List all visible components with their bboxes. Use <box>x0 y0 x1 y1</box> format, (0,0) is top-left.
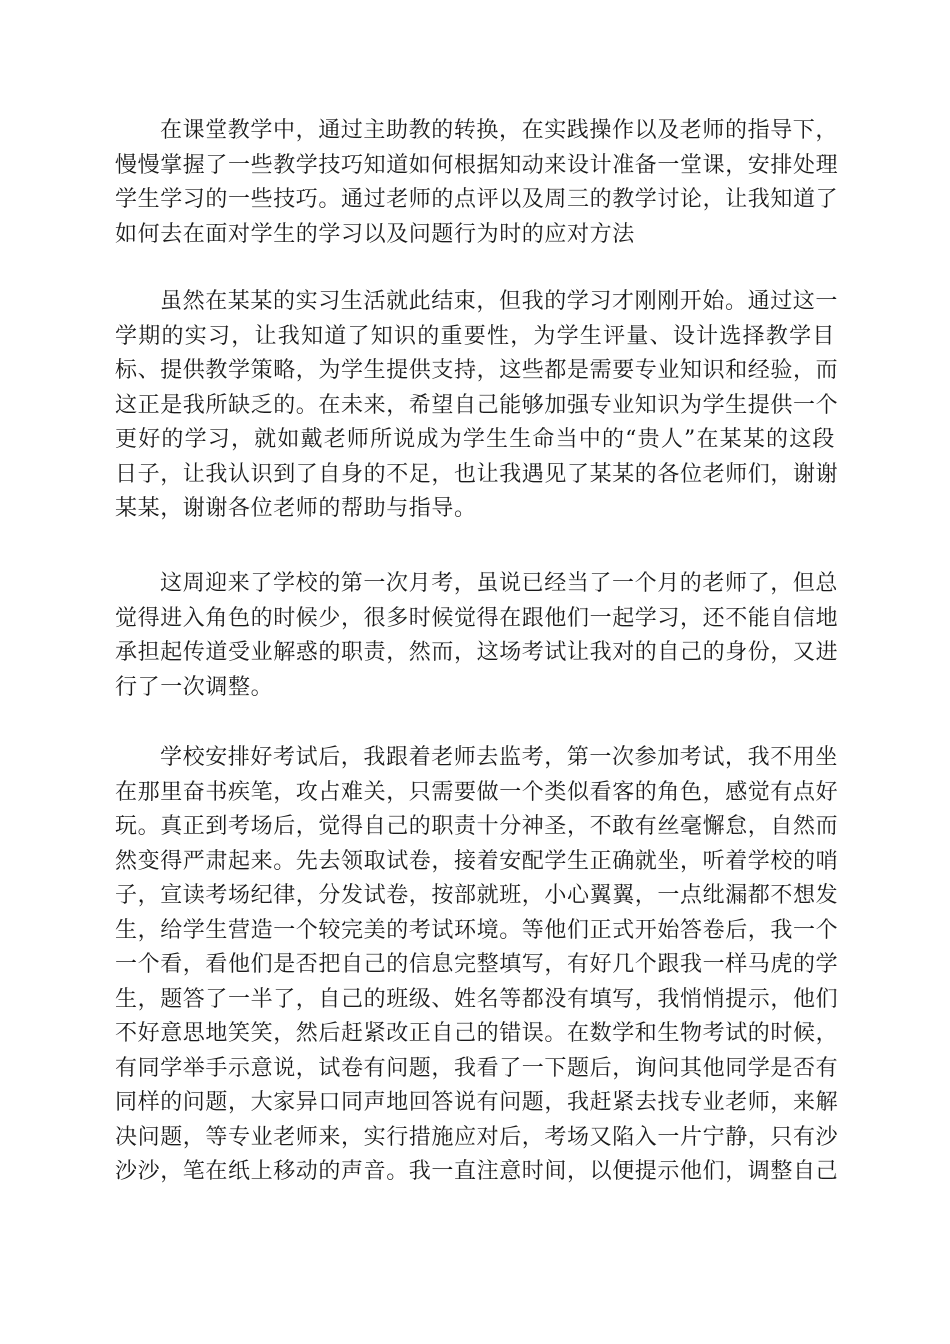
paragraph-line: 承担起传道受业解惑的职责，然而，这场考试让我对的自己的身份，又进 <box>115 640 839 665</box>
paragraph-line: 有同学举手示意说，试卷有问题，我看了一下题后，询问其他同学是否有 <box>115 1055 839 1081</box>
paragraph-line: 同样的问题，大家异口同声地回答说有问题，我赶紧去找专业老师，来解 <box>115 1090 839 1115</box>
paragraph-line: 学期的实习，让我知道了知识的重要性，为学生评量、设计选择教学目 <box>115 323 835 349</box>
paragraph-3 <box>115 567 839 705</box>
paragraph-line: 子，宣读考场纪律，分发试卷，按部就班，小心翼翼，一点纰漏都不想发 <box>115 883 839 908</box>
paragraph-line: 在那里奋书疾笔，攻占难关，只需要做一个类似看客的角色，感觉有点好 <box>115 779 839 805</box>
paragraph-1 <box>115 114 839 252</box>
paragraph-line: 某某，谢谢各位老师的帮助与指导。 <box>115 496 477 521</box>
paragraph-line: 一个看，看他们是否把自己的信息完整填写，有好几个跟我一样马虎的学 <box>115 952 839 977</box>
paragraph-line: 行了一次调整。 <box>115 674 274 700</box>
paragraph-line: 虽然在某某的实习生活就此结束，但我的学习才刚刚开始。通过这一 <box>160 289 839 314</box>
paragraph-4 <box>115 741 839 1190</box>
paragraph-line: 这正是我所缺乏的。在未来，希望自己能够加强专业知识为学生提供一个 <box>115 392 839 418</box>
paragraph-line: 学生学习的一些技巧。通过老师的点评以及周三的教学讨论，让我知道了 <box>115 187 839 212</box>
paragraph-line: 如何去在面对学生的学习以及问题行为时的应对方法 <box>115 221 635 247</box>
paragraph-line: 日子，让我认识到了自身的不足，也让我遇见了某某的各位老师们，谢谢 <box>115 461 839 487</box>
paragraph-line: 觉得进入角色的时候少，很多时候觉得在跟他们一起学习，还不能自信地 <box>115 605 839 631</box>
paragraph-line: 标、提供教学策略，为学生提供支持，这些都是需要专业知识和经验，而 <box>115 358 839 383</box>
paragraph-line: 这周迎来了学校的第一次月考，虽说已经当了一个月的老师了，但总 <box>160 571 839 596</box>
paragraph-line: 学校安排好考试后，我跟着老师去监考，第一次参加考试，我不用坐 <box>160 745 839 770</box>
paragraph-line: 生，给学生营造一个较完美的考试环境。等他们正式开始答卷后，我一个 <box>115 917 839 943</box>
paragraph-line: 在课堂教学中，通过主助教的转换，在实践操作以及老师的指导下， <box>160 118 839 143</box>
paragraph-line: 更好的学习，就如戴老师所说成为学生生命当中的“贵人”在某某的这段 <box>115 427 835 452</box>
paragraph-line: 玩。真正到考场后，觉得自己的职责十分神圣，不敢有丝毫懈怠，自然而 <box>115 814 839 839</box>
paragraph-2 <box>115 285 839 527</box>
paragraph-line: 慢慢掌握了一些教学技巧知道如何根据知动来设计准备一堂课，安排处理 <box>115 152 839 178</box>
paragraph-line: 然变得严肃起来。先去领取试卷，接着安配学生正确就坐，听着学校的哨 <box>115 848 839 874</box>
paragraph-line: 不好意思地笑笑，然后赶紧改正自己的错误。在数学和生物考试的时候， <box>115 1021 839 1046</box>
paragraph-line: 决问题，等专业老师来，实行措施应对后，考场又陷入一片宁静，只有沙 <box>115 1124 839 1150</box>
paragraph-line: 沙沙，笔在纸上移动的声音。我一直注意时间，以便提示他们，调整自己 <box>115 1159 839 1184</box>
paragraph-line: 生，题答了一半了，自己的班级、姓名等都没有填写，我悄悄提示，他们 <box>115 986 839 1012</box>
